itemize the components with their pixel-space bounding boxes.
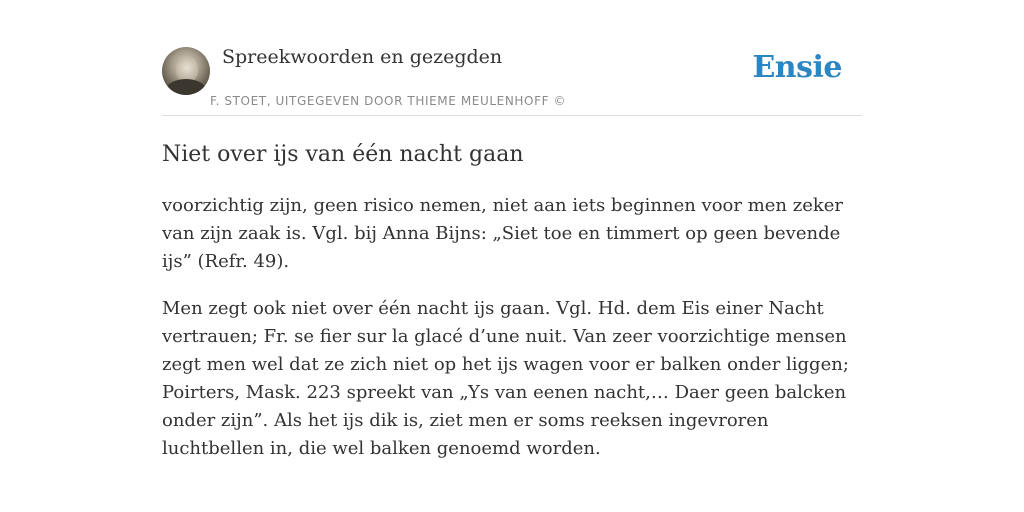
entry-title: Niet over ijs van één nacht gaan (162, 142, 524, 167)
portrait-coat (166, 79, 206, 95)
entry-card (162, 44, 862, 463)
author-publisher-line: F. STOET, UITGEGEVEN DOOR THIEME MEULENHOFF © (210, 94, 567, 108)
book-title-link[interactable]: Spreekwoorden en gezegden (222, 46, 503, 68)
ensie-logo[interactable]: Ensie (752, 50, 842, 85)
source-header (162, 44, 862, 116)
explanation-paragraph: Men zegt ook niet over één nacht ijs gaan. Vgl. Hd. dem Eis einer Nacht vertrauen; Fr. se fier sur la glacé d’une nuit. Van zeer voorzichtige mensen zegt men wel dat ze zich niet op het ijs wagen voor er balken onder liggen; Poirters, Mask. 223 spreekt van „Ys van eenen nacht,… Daer geen balcken onder zijn”. Als het ijs dik is, ziet men er soms reeksen ingevroren luchtbellen in, die wel balken genoemd worden. (162, 298, 849, 459)
definition-paragraph: voorzichtig zijn, geen risico nemen, niet aan iets beginnen voor men zeker van zijn zaak is. Vgl. bij Anna Bijns: „Siet toe en timmert op geen bevende ijs” (Refr. 49). (162, 195, 844, 272)
author-portrait-icon[interactable] (162, 47, 210, 95)
